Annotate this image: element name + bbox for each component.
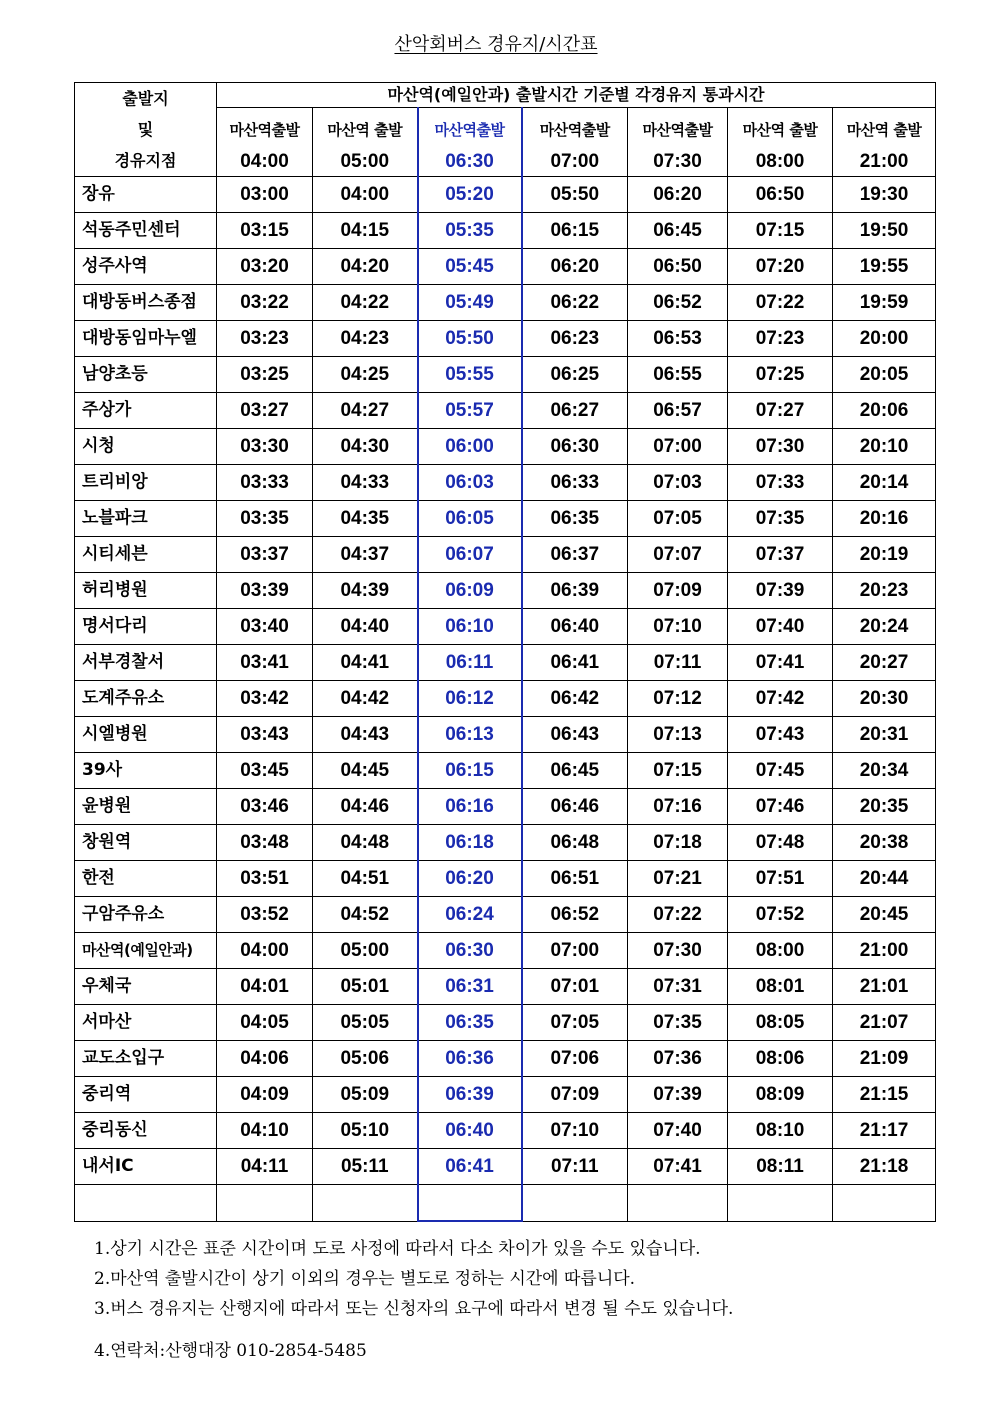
time-cell: 07:05 [628, 501, 728, 537]
time-cell: 07:42 [728, 681, 833, 717]
time-cell: 04:00 [217, 933, 313, 969]
time-cell: 20:06 [833, 393, 936, 429]
time-cell: 20:27 [833, 645, 936, 681]
time-cell: 20:16 [833, 501, 936, 537]
time-cell: 07:01 [522, 969, 628, 1005]
time-cell: 07:37 [728, 537, 833, 573]
time-cell: 07:52 [728, 897, 833, 933]
time-cell: 06:51 [522, 861, 628, 897]
timetable [74, 82, 936, 1222]
station-name: 허리병원 [75, 573, 217, 609]
time-cell: 04:51 [313, 861, 418, 897]
time-cell: 07:12 [628, 681, 728, 717]
time-cell: 06:07 [418, 537, 522, 573]
table-row [75, 1005, 936, 1041]
departure-label: 마산역 출발 [327, 120, 403, 139]
table-row [75, 1113, 936, 1149]
empty-cell [628, 1185, 728, 1222]
station-name: 명서다리 [75, 609, 217, 645]
time-cell: 06:18 [418, 825, 522, 861]
station-name: 한전 [75, 861, 217, 897]
time-cell: 04:45 [313, 753, 418, 789]
station-name: 성주사역 [75, 249, 217, 285]
table-row [75, 969, 936, 1005]
time-cell: 06:03 [418, 465, 522, 501]
time-cell: 03:22 [217, 285, 313, 321]
time-cell: 07:30 [728, 429, 833, 465]
time-cell: 05:05 [313, 1005, 418, 1041]
table-row [75, 645, 936, 681]
time-cell: 03:51 [217, 861, 313, 897]
time-cell: 04:42 [313, 681, 418, 717]
time-cell: 04:15 [313, 213, 418, 249]
departure-time: 06:30 [445, 150, 494, 172]
table-row [75, 537, 936, 573]
time-cell: 07:23 [728, 321, 833, 357]
time-cell: 07:09 [522, 1077, 628, 1113]
time-cell: 20:35 [833, 789, 936, 825]
time-cell: 04:48 [313, 825, 418, 861]
time-cell: 07:05 [522, 1005, 628, 1041]
time-cell: 06:33 [522, 465, 628, 501]
time-cell: 06:41 [522, 645, 628, 681]
empty-cell [217, 1185, 313, 1222]
time-cell: 04:37 [313, 537, 418, 573]
station-name: 중리역 [75, 1077, 217, 1113]
time-cell: 03:40 [217, 609, 313, 645]
time-cell: 20:10 [833, 429, 936, 465]
station-name: 39사 [75, 753, 217, 789]
station-name: 마산역(예일안과) [75, 933, 217, 969]
station-name: 시티세븐 [75, 537, 217, 573]
time-cell: 20:45 [833, 897, 936, 933]
station-name: 석동주민센터 [75, 213, 217, 249]
time-cell: 03:25 [217, 357, 313, 393]
time-cell: 08:05 [728, 1005, 833, 1041]
time-cell: 08:01 [728, 969, 833, 1005]
time-cell: 06:05 [418, 501, 522, 537]
empty-cell [728, 1185, 833, 1222]
time-cell: 06:22 [522, 285, 628, 321]
time-cell: 07:00 [522, 933, 628, 969]
time-cell: 07:21 [628, 861, 728, 897]
time-cell: 07:11 [522, 1149, 628, 1185]
station-name: 시청 [75, 429, 217, 465]
departure-column-header [217, 107, 313, 176]
time-cell: 07:22 [628, 897, 728, 933]
time-cell: 04:01 [217, 969, 313, 1005]
time-cell: 06:35 [522, 501, 628, 537]
empty-cell [522, 1185, 628, 1222]
station-name: 대방동임마누엘 [75, 321, 217, 357]
station-name: 내서IC [75, 1149, 217, 1185]
time-cell: 20:14 [833, 465, 936, 501]
time-cell: 05:11 [313, 1149, 418, 1185]
departure-label: 마산역출발 [539, 120, 610, 139]
departure-label: 마산역 출발 [742, 120, 818, 139]
time-cell: 19:30 [833, 177, 936, 213]
time-cell: 06:39 [418, 1077, 522, 1113]
station-name: 노블파크 [75, 501, 217, 537]
empty-cell [418, 1185, 522, 1222]
time-cell: 03:41 [217, 645, 313, 681]
table-row [75, 213, 936, 249]
time-cell: 04:20 [313, 249, 418, 285]
time-cell: 07:15 [628, 753, 728, 789]
table-row [75, 285, 936, 321]
time-cell: 06:10 [418, 609, 522, 645]
time-cell: 07:03 [628, 465, 728, 501]
station-name: 중리동신 [75, 1113, 217, 1149]
time-cell: 20:24 [833, 609, 936, 645]
time-cell: 07:40 [628, 1113, 728, 1149]
time-cell: 06:41 [418, 1149, 522, 1185]
time-cell: 07:22 [728, 285, 833, 321]
station-name: 서마산 [75, 1005, 217, 1041]
table-row [75, 753, 936, 789]
station-name: 창원역 [75, 825, 217, 861]
contact-info: 4.연락처:산행대장 010-2854-5485 [94, 1341, 367, 1361]
time-cell: 08:00 [728, 933, 833, 969]
station-name: 도계주유소 [75, 681, 217, 717]
time-cell: 07:09 [628, 573, 728, 609]
time-cell: 21:09 [833, 1041, 936, 1077]
time-cell: 06:12 [418, 681, 522, 717]
time-cell: 20:30 [833, 681, 936, 717]
table-row [75, 501, 936, 537]
time-cell: 03:46 [217, 789, 313, 825]
time-cell: 05:55 [418, 357, 522, 393]
table-row [75, 249, 936, 285]
table-row [75, 789, 936, 825]
time-cell: 21:15 [833, 1077, 936, 1113]
time-cell: 20:00 [833, 321, 936, 357]
time-cell: 07:30 [628, 933, 728, 969]
time-cell: 04:30 [313, 429, 418, 465]
time-cell: 04:40 [313, 609, 418, 645]
time-cell: 07:40 [728, 609, 833, 645]
table-row [75, 177, 936, 213]
time-cell: 06:43 [522, 717, 628, 753]
time-cell: 06:46 [522, 789, 628, 825]
table-row [75, 1041, 936, 1077]
note-2: 2.마산역 출발시간이 상기 이외의 경우는 별도로 정하는 시간에 따릅니다. [94, 1269, 636, 1289]
time-cell: 07:41 [728, 645, 833, 681]
time-cell: 04:39 [313, 573, 418, 609]
time-cell: 06:40 [418, 1113, 522, 1149]
time-cell: 03:35 [217, 501, 313, 537]
table-row [75, 609, 936, 645]
time-cell: 07:13 [628, 717, 728, 753]
time-cell: 07:07 [628, 537, 728, 573]
time-cell: 07:06 [522, 1041, 628, 1077]
time-cell: 07:33 [728, 465, 833, 501]
time-cell: 03:39 [217, 573, 313, 609]
time-cell: 06:55 [628, 357, 728, 393]
time-cell: 05:09 [313, 1077, 418, 1113]
page-title: 산악회버스 경유지/시간표 [394, 34, 598, 55]
table-row [75, 717, 936, 753]
group-header: 마산역(예일안과) 출발시간 기준별 각경유지 통과시간 [217, 83, 936, 108]
time-cell: 03:15 [217, 213, 313, 249]
time-cell: 06:39 [522, 573, 628, 609]
time-cell: 06:37 [522, 537, 628, 573]
departure-time: 08:00 [755, 150, 805, 172]
departure-time: 04:00 [240, 150, 289, 172]
time-cell: 07:36 [628, 1041, 728, 1077]
table-row [75, 933, 936, 969]
time-cell: 06:20 [628, 177, 728, 213]
time-cell: 05:10 [313, 1113, 418, 1149]
time-cell: 06:30 [418, 933, 522, 969]
time-cell: 07:48 [728, 825, 833, 861]
station-name: 장유 [75, 177, 217, 213]
time-cell: 08:06 [728, 1041, 833, 1077]
time-cell: 05:06 [313, 1041, 418, 1077]
time-cell: 06:45 [628, 213, 728, 249]
station-name: 윤병원 [75, 789, 217, 825]
departure-label: 마산역출발 [229, 120, 300, 139]
time-cell: 04:09 [217, 1077, 313, 1113]
time-cell: 07:39 [628, 1077, 728, 1113]
time-cell: 21:00 [833, 933, 936, 969]
table-row [75, 465, 936, 501]
time-cell: 07:15 [728, 213, 833, 249]
time-cell: 06:53 [628, 321, 728, 357]
time-cell: 04:41 [313, 645, 418, 681]
station-name: 시엘병원 [75, 717, 217, 753]
time-cell: 07:10 [628, 609, 728, 645]
time-cell: 04:27 [313, 393, 418, 429]
time-cell: 20:23 [833, 573, 936, 609]
time-cell: 06:57 [628, 393, 728, 429]
time-cell: 06:27 [522, 393, 628, 429]
time-cell: 07:45 [728, 753, 833, 789]
time-cell: 04:11 [217, 1149, 313, 1185]
departure-time: 07:00 [550, 150, 600, 172]
note-3: 3.버스 경유지는 산행지에 따라서 또는 신청자의 요구에 따라서 변경 될 수도 있습니다. [94, 1299, 734, 1319]
time-cell: 07:16 [628, 789, 728, 825]
time-cell: 19:55 [833, 249, 936, 285]
time-cell: 03:20 [217, 249, 313, 285]
time-cell: 03:30 [217, 429, 313, 465]
time-cell: 19:50 [833, 213, 936, 249]
departure-column-header [833, 107, 936, 176]
table-row [75, 681, 936, 717]
time-cell: 06:40 [522, 609, 628, 645]
time-cell: 07:27 [728, 393, 833, 429]
time-cell: 21:01 [833, 969, 936, 1005]
departure-column-header [418, 107, 522, 176]
time-cell: 20:19 [833, 537, 936, 573]
time-cell: 06:20 [418, 861, 522, 897]
time-cell: 08:11 [728, 1149, 833, 1185]
time-cell: 05:50 [418, 321, 522, 357]
station-name: 우체국 [75, 969, 217, 1005]
time-cell: 06:15 [522, 213, 628, 249]
time-cell: 05:50 [522, 177, 628, 213]
time-cell: 07:35 [628, 1005, 728, 1041]
table-row [75, 897, 936, 933]
time-cell: 04:33 [313, 465, 418, 501]
time-cell: 06:42 [522, 681, 628, 717]
departure-column-header [313, 107, 418, 176]
departure-label: 마산역출발 [642, 120, 713, 139]
table-row [75, 393, 936, 429]
time-cell: 03:23 [217, 321, 313, 357]
time-cell: 07:35 [728, 501, 833, 537]
time-cell: 05:49 [418, 285, 522, 321]
time-cell: 21:17 [833, 1113, 936, 1149]
time-cell: 05:01 [313, 969, 418, 1005]
time-cell: 07:11 [628, 645, 728, 681]
time-cell: 08:09 [728, 1077, 833, 1113]
time-cell: 06:31 [418, 969, 522, 1005]
table-row [75, 1149, 936, 1185]
table-row [75, 825, 936, 861]
time-cell: 04:35 [313, 501, 418, 537]
time-cell: 03:45 [217, 753, 313, 789]
time-cell: 07:43 [728, 717, 833, 753]
time-cell: 04:22 [313, 285, 418, 321]
time-cell: 06:52 [522, 897, 628, 933]
time-cell: 20:44 [833, 861, 936, 897]
table-row [75, 861, 936, 897]
table-row [75, 1077, 936, 1113]
time-cell: 20:05 [833, 357, 936, 393]
time-cell: 06:00 [418, 429, 522, 465]
time-cell: 04:46 [313, 789, 418, 825]
time-cell: 06:13 [418, 717, 522, 753]
time-cell: 04:43 [313, 717, 418, 753]
time-cell: 21:07 [833, 1005, 936, 1041]
station-name: 서부경찰서 [75, 645, 217, 681]
station-name: 남양초등 [75, 357, 217, 393]
time-cell: 19:59 [833, 285, 936, 321]
time-cell: 07:00 [628, 429, 728, 465]
time-cell: 06:16 [418, 789, 522, 825]
time-cell: 20:38 [833, 825, 936, 861]
departure-column-header [522, 107, 628, 176]
blank-row [75, 1185, 936, 1222]
table-row [75, 357, 936, 393]
time-cell: 07:46 [728, 789, 833, 825]
time-cell: 07:51 [728, 861, 833, 897]
departure-time: 05:00 [340, 150, 390, 172]
time-cell: 20:31 [833, 717, 936, 753]
time-cell: 05:35 [418, 213, 522, 249]
time-cell: 03:00 [217, 177, 313, 213]
time-cell: 06:50 [728, 177, 833, 213]
departure-time: 21:00 [859, 150, 909, 172]
time-cell: 21:18 [833, 1149, 936, 1185]
time-cell: 06:30 [522, 429, 628, 465]
time-cell: 06:11 [418, 645, 522, 681]
table-row [75, 573, 936, 609]
departure-column-header [728, 107, 833, 176]
time-cell: 06:45 [522, 753, 628, 789]
time-cell: 06:20 [522, 249, 628, 285]
time-cell: 07:18 [628, 825, 728, 861]
note-1: 1.상기 시간은 표준 시간이며 도로 사정에 따라서 다소 차이가 있을 수도 있습니다. [94, 1239, 701, 1259]
station-name: 주상가 [75, 393, 217, 429]
departure-column-header [628, 107, 728, 176]
time-cell: 03:33 [217, 465, 313, 501]
time-cell: 08:10 [728, 1113, 833, 1149]
departure-label: 마산역 출발 [846, 120, 922, 139]
time-cell: 04:05 [217, 1005, 313, 1041]
time-cell: 07:31 [628, 969, 728, 1005]
time-cell: 05:45 [418, 249, 522, 285]
time-cell: 07:10 [522, 1113, 628, 1149]
time-cell: 06:48 [522, 825, 628, 861]
time-cell: 06:36 [418, 1041, 522, 1077]
time-cell: 04:06 [217, 1041, 313, 1077]
time-cell: 05:20 [418, 177, 522, 213]
time-cell: 06:50 [628, 249, 728, 285]
time-cell: 07:39 [728, 573, 833, 609]
empty-cell [313, 1185, 418, 1222]
time-cell: 06:15 [418, 753, 522, 789]
time-cell: 03:48 [217, 825, 313, 861]
time-cell: 06:23 [522, 321, 628, 357]
time-cell: 07:41 [628, 1149, 728, 1185]
time-cell: 05:57 [418, 393, 522, 429]
time-cell: 04:10 [217, 1113, 313, 1149]
time-cell: 03:43 [217, 717, 313, 753]
notes [94, 1238, 974, 1370]
time-cell: 07:25 [728, 357, 833, 393]
time-cell: 03:52 [217, 897, 313, 933]
time-cell: 03:42 [217, 681, 313, 717]
time-cell: 06:24 [418, 897, 522, 933]
time-cell: 20:34 [833, 753, 936, 789]
station-name: 대방동버스종점 [75, 285, 217, 321]
time-cell: 06:35 [418, 1005, 522, 1041]
time-cell: 06:09 [418, 573, 522, 609]
empty-cell [833, 1185, 936, 1222]
empty-cell [75, 1185, 217, 1222]
table-row [75, 321, 936, 357]
time-cell: 04:52 [313, 897, 418, 933]
time-cell: 04:25 [313, 357, 418, 393]
corner-header: 출발지 및 경유지점 [75, 83, 217, 177]
time-cell: 06:25 [522, 357, 628, 393]
station-name: 구암주유소 [75, 897, 217, 933]
time-cell: 04:23 [313, 321, 418, 357]
time-cell: 06:52 [628, 285, 728, 321]
time-cell: 03:37 [217, 537, 313, 573]
table-row [75, 429, 936, 465]
time-cell: 03:27 [217, 393, 313, 429]
departure-time: 07:30 [653, 150, 702, 172]
station-name: 교도소입구 [75, 1041, 217, 1077]
departure-label: 마산역출발 [434, 120, 505, 139]
time-cell: 05:00 [313, 933, 418, 969]
time-cell: 07:20 [728, 249, 833, 285]
station-name: 트리비앙 [75, 465, 217, 501]
time-cell: 04:00 [313, 177, 418, 213]
